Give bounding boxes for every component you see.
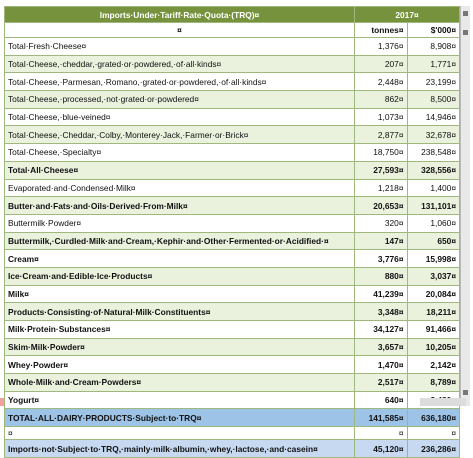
row-tonnes[interactable]: 1,218¤ [355,179,408,197]
table-row [5,356,460,374]
row-tonnes[interactable]: 27,593¤ [355,161,408,179]
row-end-mark-icon [463,390,468,395]
row-value[interactable]: 14,946¤ [407,108,460,126]
row-tonnes[interactable]: 320¤ [355,214,408,232]
row-value[interactable]: 3,037¤ [407,267,460,285]
row-tonnes[interactable]: 41,239¤ [355,285,408,303]
row-tonnes[interactable]: 2,877¤ [355,126,408,144]
row-label[interactable]: Total·Cheese,·Cheddar,·Colby,·Monterey·Jack,·Farmer·or·Brick¤ [5,126,355,144]
row-label[interactable]: Total·Cheese,·Specialty¤ [5,144,355,162]
row-value[interactable]: 238,548¤ [407,144,460,162]
total-value[interactable]: 636,180¤ [407,409,460,427]
row-tonnes[interactable]: 1,073¤ [355,108,408,126]
blank-cell-2[interactable]: ¤ [355,427,408,440]
row-label[interactable]: Milk·Protein·Substances¤ [5,321,355,339]
row-tonnes[interactable]: 640¤ [355,391,408,409]
row-tonnes[interactable]: 147¤ [355,232,408,250]
subheader-value[interactable]: $'000¤ [407,23,460,38]
row-value[interactable]: 10,205¤ [407,338,460,356]
row-value[interactable]: 1,400¤ [407,179,460,197]
row-value[interactable]: 1,060¤ [407,214,460,232]
row-value[interactable]: 131,101¤ [407,197,460,215]
row-value[interactable]: 1,771¤ [407,55,460,73]
row-label[interactable]: Butter·and·Fats·and·Oils·Derived·From·Milk¤ [5,197,355,215]
row-tonnes[interactable]: 880¤ [355,267,408,285]
subheader-marker[interactable]: ¤ [5,23,355,38]
footer-tonnes[interactable]: 45,120¤ [355,440,408,458]
table-row [5,391,460,409]
row-label[interactable]: Buttermilk·Powder¤ [5,214,355,232]
row-tonnes[interactable]: 34,127¤ [355,321,408,339]
row-tonnes[interactable]: 1,376¤ [355,38,408,56]
header-year[interactable]: 2017¤ [355,7,460,23]
row-tonnes[interactable]: 2,517¤ [355,374,408,392]
row-label[interactable]: Milk¤ [5,285,355,303]
row-label[interactable]: Skim·Milk·Powder¤ [5,338,355,356]
row-label[interactable]: Total·Cheese,·processed,·not·grated·or·powdered¤ [5,91,355,109]
scroll-edge [420,398,466,406]
row-value[interactable]: 18,211¤ [407,303,460,321]
row-tonnes[interactable]: 3,657¤ [355,338,408,356]
row-label[interactable]: Total·Cheese,·blue-veined¤ [5,108,355,126]
table-row [5,73,460,91]
total-tonnes[interactable]: 141,585¤ [355,409,408,427]
row-value[interactable]: 32,678¤ [407,126,460,144]
table-row [5,267,460,285]
row-value[interactable]: 91,466¤ [407,321,460,339]
blank-cell-3[interactable]: ¤ [407,427,460,440]
row-value[interactable]: 23,199¤ [407,73,460,91]
row-tonnes[interactable]: 862¤ [355,91,408,109]
blank-row [5,427,460,440]
row-value[interactable]: 20,084¤ [407,285,460,303]
row-value[interactable]: 650¤ [407,232,460,250]
row-label[interactable]: Whey·Powder¤ [5,356,355,374]
row-tonnes[interactable]: 3,348¤ [355,303,408,321]
table-header-row [5,7,460,23]
row-label[interactable]: Total·Fresh·Cheese¤ [5,38,355,56]
trq-table-frame [4,6,460,454]
row-label[interactable]: Total·Cheese,·Parmesan,·Romano,·grated·or·powdered,·of·all·kinds¤ [5,73,355,91]
row-label[interactable]: Ice·Cream·and·Edible·Ice·Products¤ [5,267,355,285]
row-tonnes[interactable]: 3,776¤ [355,250,408,268]
table-row [5,179,460,197]
footer-label[interactable]: Imports·not·Subject·to·TRQ,·mainly·milk·albumin,·whey,·lactose,·and·casein¤ [5,440,355,458]
table-row [5,338,460,356]
table-row [5,303,460,321]
trq-table [4,6,460,458]
blank-cell-1[interactable]: ¤ [5,427,355,440]
table-row [5,91,460,109]
table-row [5,161,460,179]
row-end-mark-icon [463,11,468,16]
red-corner-marker [0,398,4,406]
row-value[interactable]: 15,998¤ [407,250,460,268]
footer-row [5,440,460,458]
row-tonnes[interactable]: 18,750¤ [355,144,408,162]
table-row [5,126,460,144]
row-label[interactable]: Buttermilk,·Curdled·Milk·and·Cream,·Kephir·and·Other·Fermented·or·Acidified·¤ [5,232,355,250]
row-tonnes[interactable]: 207¤ [355,55,408,73]
table-row [5,250,460,268]
row-value[interactable]: 8,500¤ [407,91,460,109]
table-row [5,232,460,250]
footer-value[interactable]: 236,286¤ [407,440,460,458]
row-end-marker-strip [460,6,470,406]
table-row [5,55,460,73]
table-row [5,374,460,392]
header-title[interactable]: Imports·Under·Tariff·Rate·Quota·(TRQ)¤ [5,7,355,23]
row-label[interactable]: Total·Cheese,·cheddar,·grated·or·powdered,·of·all·kinds¤ [5,55,355,73]
row-tonnes[interactable]: 20,653¤ [355,197,408,215]
row-label[interactable]: Whole·Milk·and·Cream·Powders¤ [5,374,355,392]
row-label[interactable]: Cream¤ [5,250,355,268]
table-row [5,321,460,339]
subheader-tonnes[interactable]: tonnes¤ [355,23,408,38]
row-tonnes[interactable]: 1,470¤ [355,356,408,374]
row-label[interactable]: Evaporated·and·Condensed·Milk¤ [5,179,355,197]
table-body [5,38,460,409]
row-value[interactable]: 8,789¤ [407,374,460,392]
table-row [5,285,460,303]
table-row [5,144,460,162]
table-row [5,197,460,215]
table-subheader-row [5,23,460,38]
row-value[interactable]: 2,142¤ [407,356,460,374]
table-row [5,108,460,126]
row-label[interactable]: Yogurt¤ [5,391,355,409]
row-end-mark-icon [463,30,468,35]
row-tonnes[interactable]: 2,448¤ [355,73,408,91]
row-value[interactable]: 328,556¤ [407,161,460,179]
table-row [5,214,460,232]
row-label[interactable]: Total·All·Cheese¤ [5,161,355,179]
table-row [5,38,460,56]
row-value[interactable]: 8,908¤ [407,38,460,56]
row-label[interactable]: Products·Consisting·of·Natural·Milk·Constituents¤ [5,303,355,321]
total-label[interactable]: TOTAL·ALL·DAIRY·PRODUCTS·Subject·to·TRQ¤ [5,409,355,427]
